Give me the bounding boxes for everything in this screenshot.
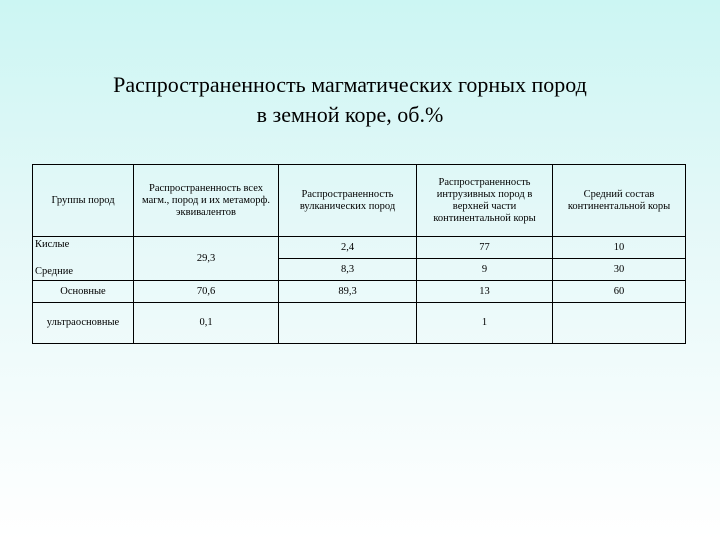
group-label-intermediate: Средние (35, 266, 74, 277)
cell-volcanic-acid: 2,4 (279, 237, 417, 259)
title-line-2: в земной коре, об.% (256, 102, 444, 127)
cell-volcanic-basic: 89,3 (279, 281, 417, 303)
cell-intrusive-basic: 13 (417, 281, 553, 303)
header-cell-group: Группы пород (33, 165, 134, 237)
cell-crust-acid: 10 (553, 237, 686, 259)
table-row (33, 303, 686, 344)
cell-all-basic: 70,6 (134, 281, 279, 303)
cell-intrusive-acid: 77 (417, 237, 553, 259)
header-cell-intrusive: Распространенность интрузивных пород в верхней части континентальной коры (417, 165, 553, 237)
group-label-acid: Кислые (35, 239, 70, 250)
group-cell-acid-intermediate (33, 237, 134, 281)
title-line-1: Распространенность магматических горных пород (113, 72, 587, 97)
cell-intrusive-ultrabasic: 1 (417, 303, 553, 344)
table-row (33, 281, 686, 303)
cell-crust-basic: 60 (553, 281, 686, 303)
page-title (60, 70, 640, 130)
cell-volcanic-intermediate: 8,3 (279, 259, 417, 281)
cell-volcanic-ultrabasic (279, 303, 417, 344)
header-cell-all: Распространенность всех магм., пород и их метаморф. эквивалентов (134, 165, 279, 237)
cell-crust-ultrabasic (553, 303, 686, 344)
header-cell-crust: Средний состав континентальной коры (553, 165, 686, 237)
cell-crust-intermediate: 30 (553, 259, 686, 281)
table-row (33, 237, 686, 259)
header-row (33, 165, 686, 237)
group-label-ultrabasic: ультраосновные (33, 303, 134, 344)
group-label-basic: Основные (33, 281, 134, 303)
rock-distribution-table (32, 164, 686, 344)
cell-intrusive-intermediate: 9 (417, 259, 553, 281)
cell-all-acid-intermediate: 29,3 (134, 237, 279, 281)
cell-all-ultrabasic: 0,1 (134, 303, 279, 344)
header-cell-volcanic: Распространенность вулканических пород (279, 165, 417, 237)
